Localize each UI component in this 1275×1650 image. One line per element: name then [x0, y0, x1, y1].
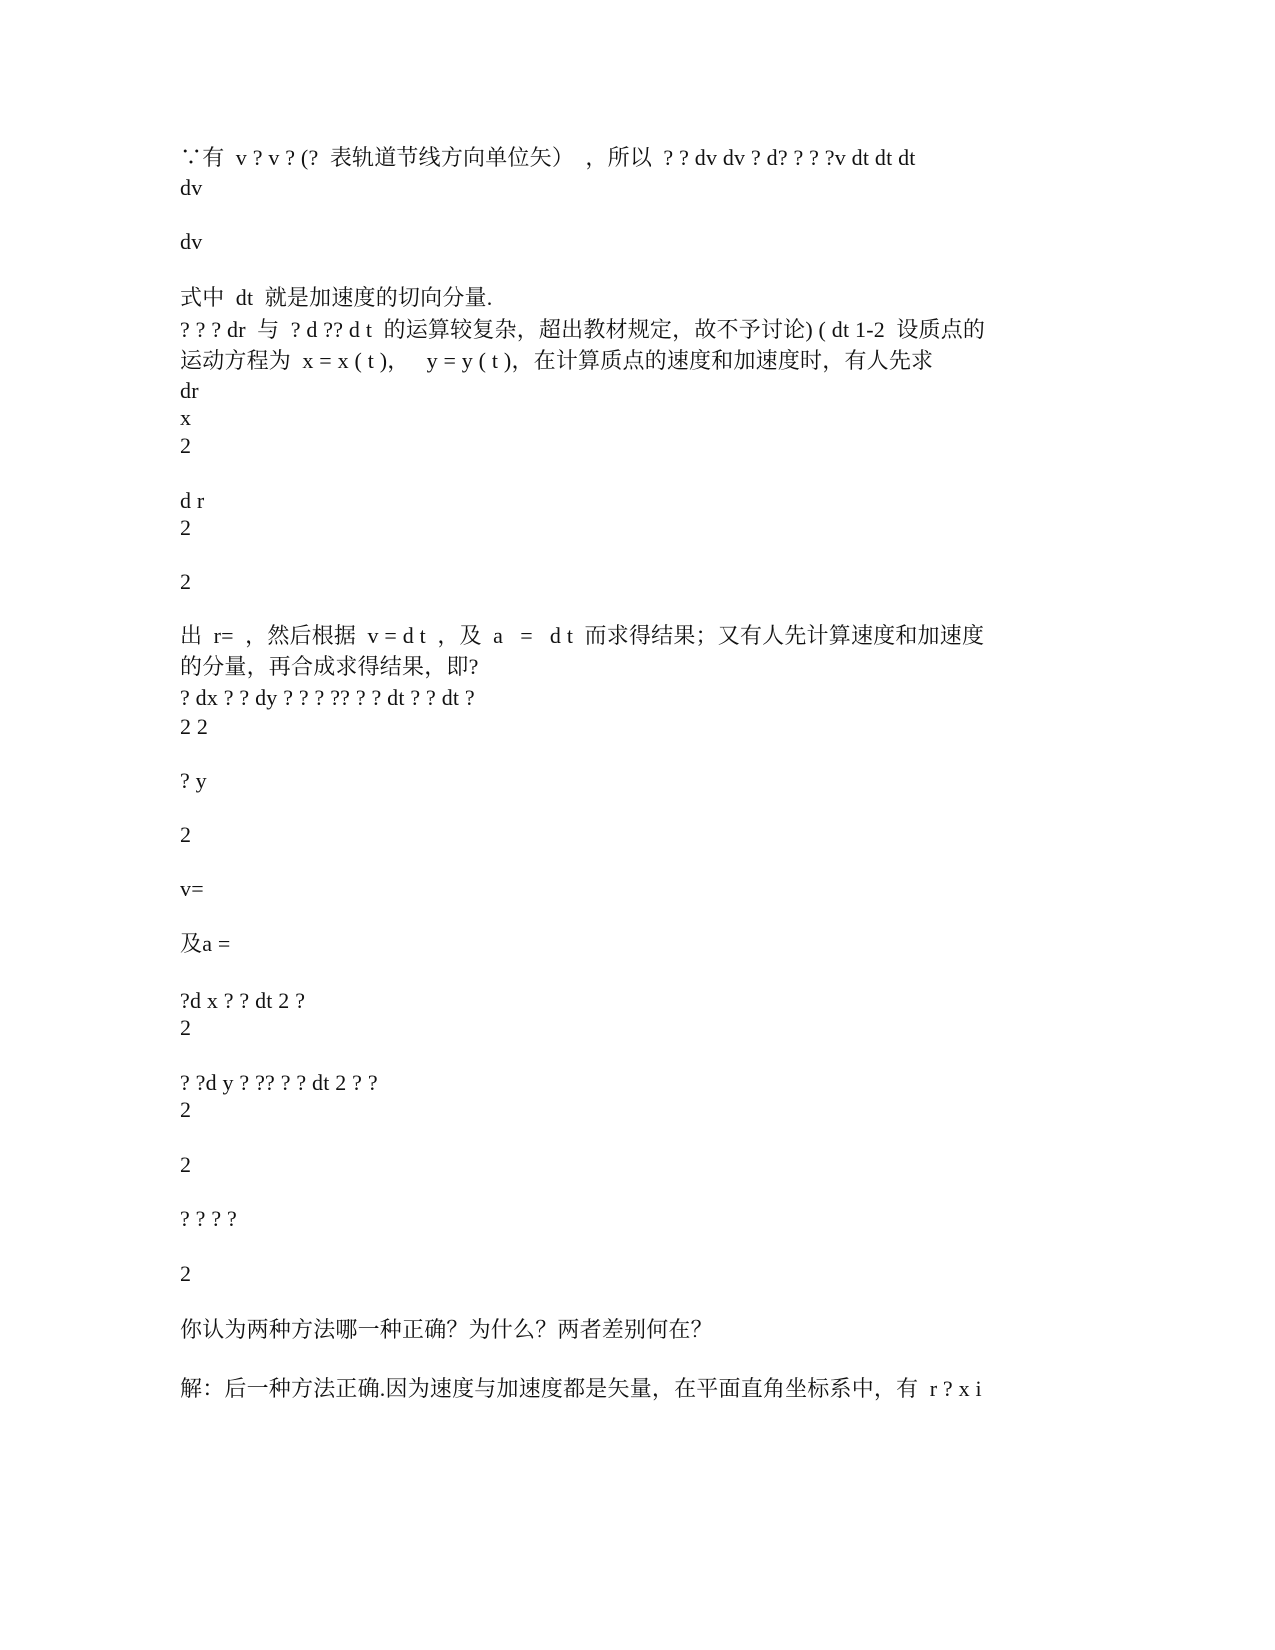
text-line: 2 [180, 433, 192, 458]
text-line: ? ? ? ? [180, 1206, 237, 1231]
text-line: 的分量，再合成求得结果，即? [180, 654, 479, 679]
text-line: 2 [180, 1015, 192, 1040]
text-line: 2 [180, 822, 192, 847]
text-line: ? ? ? dr 与 ? d ?? d t 的运算较复杂，超出教材规定，故不予讨论) ( dt 1-2 设质点的 [180, 317, 986, 342]
text-line: 及a = [180, 931, 231, 956]
text-line: 2 [180, 1152, 192, 1177]
text-line: 2 [180, 569, 192, 594]
text-line: dr [180, 378, 199, 403]
text-line: 你认为两种方法哪一种正确？为什么？两者差别何在？ [180, 1317, 713, 1342]
text-line: ? ?d y ? ?? ? ? dt 2 ? ? [180, 1070, 378, 1095]
text-line: 2 [180, 1097, 192, 1122]
text-line: 2 2 [180, 714, 209, 739]
text-line: 运动方程为 x = x ( t )， y = y ( t )，在计算质点的速度和加速度时，有人先求 [180, 348, 934, 373]
text-line: x [180, 405, 192, 430]
text-line: v= [180, 876, 204, 901]
text-line: ∵有 v ? v ? (? 表轨道节线方向单位矢） ，所以 ? ? dv dv ? d? ? ? ?v dt dt dt [180, 145, 916, 170]
text-line: ?d x ? ? dt 2 ? [180, 988, 306, 1013]
text-line: 2 [180, 515, 192, 540]
text-line: ? dx ? ? dy ? ? ? ?? ? ? dt ? ? dt ? [180, 685, 475, 710]
text-line: 式中 dt 就是加速度的切向分量. [180, 285, 493, 310]
text-line: ? y [180, 768, 207, 793]
text-line: d r [180, 488, 205, 513]
text-line: 解：后一种方法正确.因为速度与加速度都是矢量，在平面直角坐标系中，有 r ? x i [180, 1376, 982, 1401]
text-line: dv [180, 175, 203, 200]
text-line: dv [180, 229, 203, 254]
text-line: 出 r= ，然后根据 v = d t ，及 a = d t 而求得结果；又有人先计算速度和加速度 [180, 623, 985, 648]
text-line: 2 [180, 1261, 192, 1286]
